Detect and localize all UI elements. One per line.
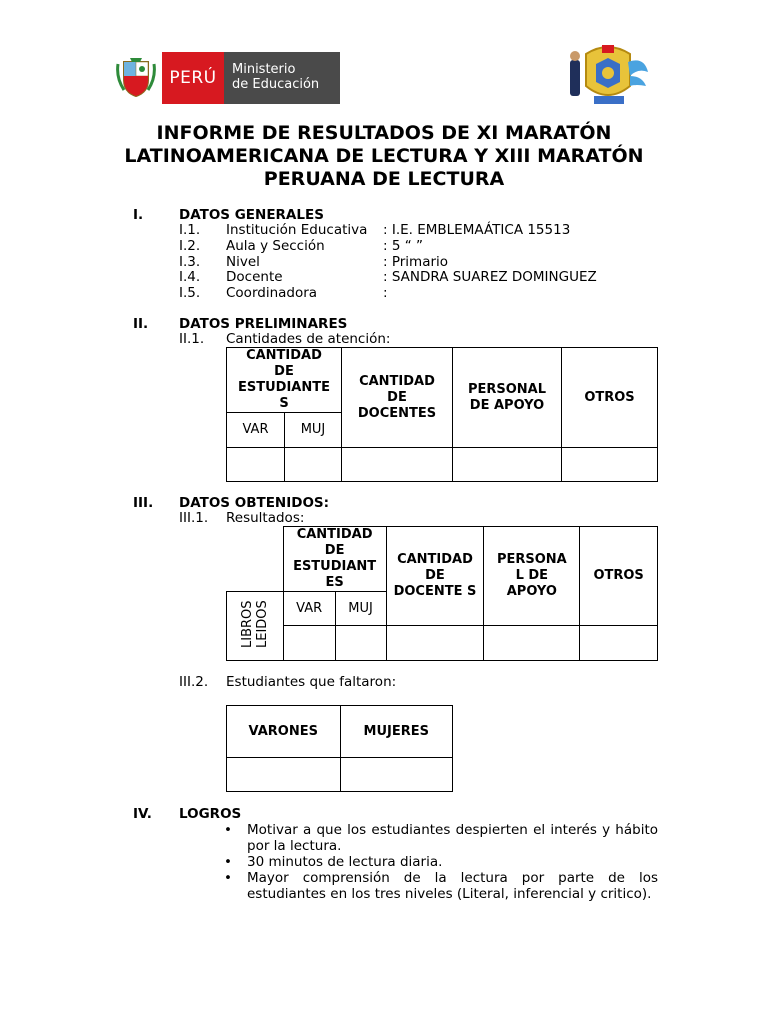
item-label: Nivel [226, 254, 260, 270]
header-support: PERSONA L DE APOYO [484, 527, 580, 626]
cell-empty [227, 758, 341, 792]
list-item: • Motivar a que los estudiantes despierten el interés y hábito por la lectura. [222, 822, 658, 854]
section3-number: III. [133, 495, 154, 511]
item-value: : Primario [383, 254, 449, 270]
cell-empty [386, 626, 484, 661]
ministry-name [224, 52, 340, 104]
item-value: : 5 “ ” [383, 238, 423, 254]
peru-coat-of-arms-icon [110, 52, 162, 104]
item-value: : [383, 285, 388, 301]
peru-label: PERÚ [162, 52, 224, 104]
item-number: I.3. [179, 254, 201, 270]
header-others: OTROS [562, 348, 658, 448]
header-teachers: CANTIDAD DE DOCENTES [342, 348, 453, 448]
section1-heading: DATOS GENERALES [179, 207, 324, 223]
list-item: • Mayor comprensión de la lectura por parte de los estudiantes en los tres niveles (Literal, inferencial y critico). [222, 870, 658, 902]
item-label: Coordinadora [226, 285, 318, 301]
subsection-number: III.2. [179, 674, 209, 690]
school-crest-icon [566, 42, 650, 110]
subsection-label: Resultados: [226, 510, 305, 526]
section4-number: IV. [133, 806, 152, 822]
cell-empty [340, 758, 452, 792]
cell-empty [285, 448, 342, 482]
header-men: VARONES [227, 706, 341, 758]
achievements-list [222, 822, 658, 902]
list-item: • 30 minutos de lectura diaria. [222, 854, 658, 870]
header-others: OTROS [580, 527, 658, 626]
header-muj: MUJ [285, 413, 342, 448]
cell-empty [227, 448, 285, 482]
header-var: VAR [283, 592, 335, 626]
subsection-number: III.1. [179, 510, 209, 526]
report-title: INFORME DE RESULTADOS DE XI MARATÓN LATINOAMERICANA DE LECTURA Y XIII MARATÓN PERUANA DE LECTURA [124, 122, 644, 190]
ministry-line1: Ministerio [232, 62, 296, 77]
ministry-logo [110, 52, 340, 104]
results-table [226, 526, 658, 661]
row-label-books-read: LIBROS LEIDOS [227, 592, 284, 661]
section3-heading: DATOS OBTENIDOS: [179, 495, 330, 511]
cell-empty [562, 448, 658, 482]
cell-empty [342, 448, 453, 482]
absent-students-table [226, 705, 453, 792]
blank-corner [227, 527, 284, 592]
header-muj: MUJ [335, 592, 386, 626]
header-women: MUJERES [340, 706, 452, 758]
item-label: Aula y Sección [226, 238, 325, 254]
item-label: Institución Educativa [226, 222, 368, 238]
attendance-table [226, 347, 658, 482]
cell-empty [484, 626, 580, 661]
header-students: CANTIDAD DE ESTUDIANTE S [227, 348, 342, 413]
section2-number: II. [133, 316, 149, 332]
item-number: I.2. [179, 238, 201, 254]
header-support: PERSONAL DE APOYO [453, 348, 562, 448]
item-number: I.4. [179, 269, 201, 285]
ministry-line2: de Educación [232, 77, 320, 92]
subsection-label: Estudiantes que faltaron: [226, 674, 397, 690]
item-value: : SANDRA SUAREZ DOMINGUEZ [383, 269, 597, 285]
cell-empty [283, 626, 335, 661]
subsection-number: II.1. [179, 331, 205, 347]
cell-empty [453, 448, 562, 482]
subsection-label: Cantidades de atención: [226, 331, 391, 347]
section4-heading: LOGROS [179, 806, 242, 822]
item-number: I.5. [179, 285, 201, 301]
item-value: : I.E. EMBLEMAÁTICA 15513 [383, 222, 571, 238]
cell-empty [335, 626, 386, 661]
item-number: I.1. [179, 222, 201, 238]
header-students: CANTIDAD DE ESTUDIANT ES [283, 527, 386, 592]
header-teachers: CANTIDAD DE DOCENTE S [386, 527, 484, 626]
section1-number: I. [133, 207, 144, 223]
section2-heading: DATOS PRELIMINARES [179, 316, 348, 332]
header-var: VAR [227, 413, 285, 448]
cell-empty [580, 626, 658, 661]
item-label: Docente [226, 269, 283, 285]
